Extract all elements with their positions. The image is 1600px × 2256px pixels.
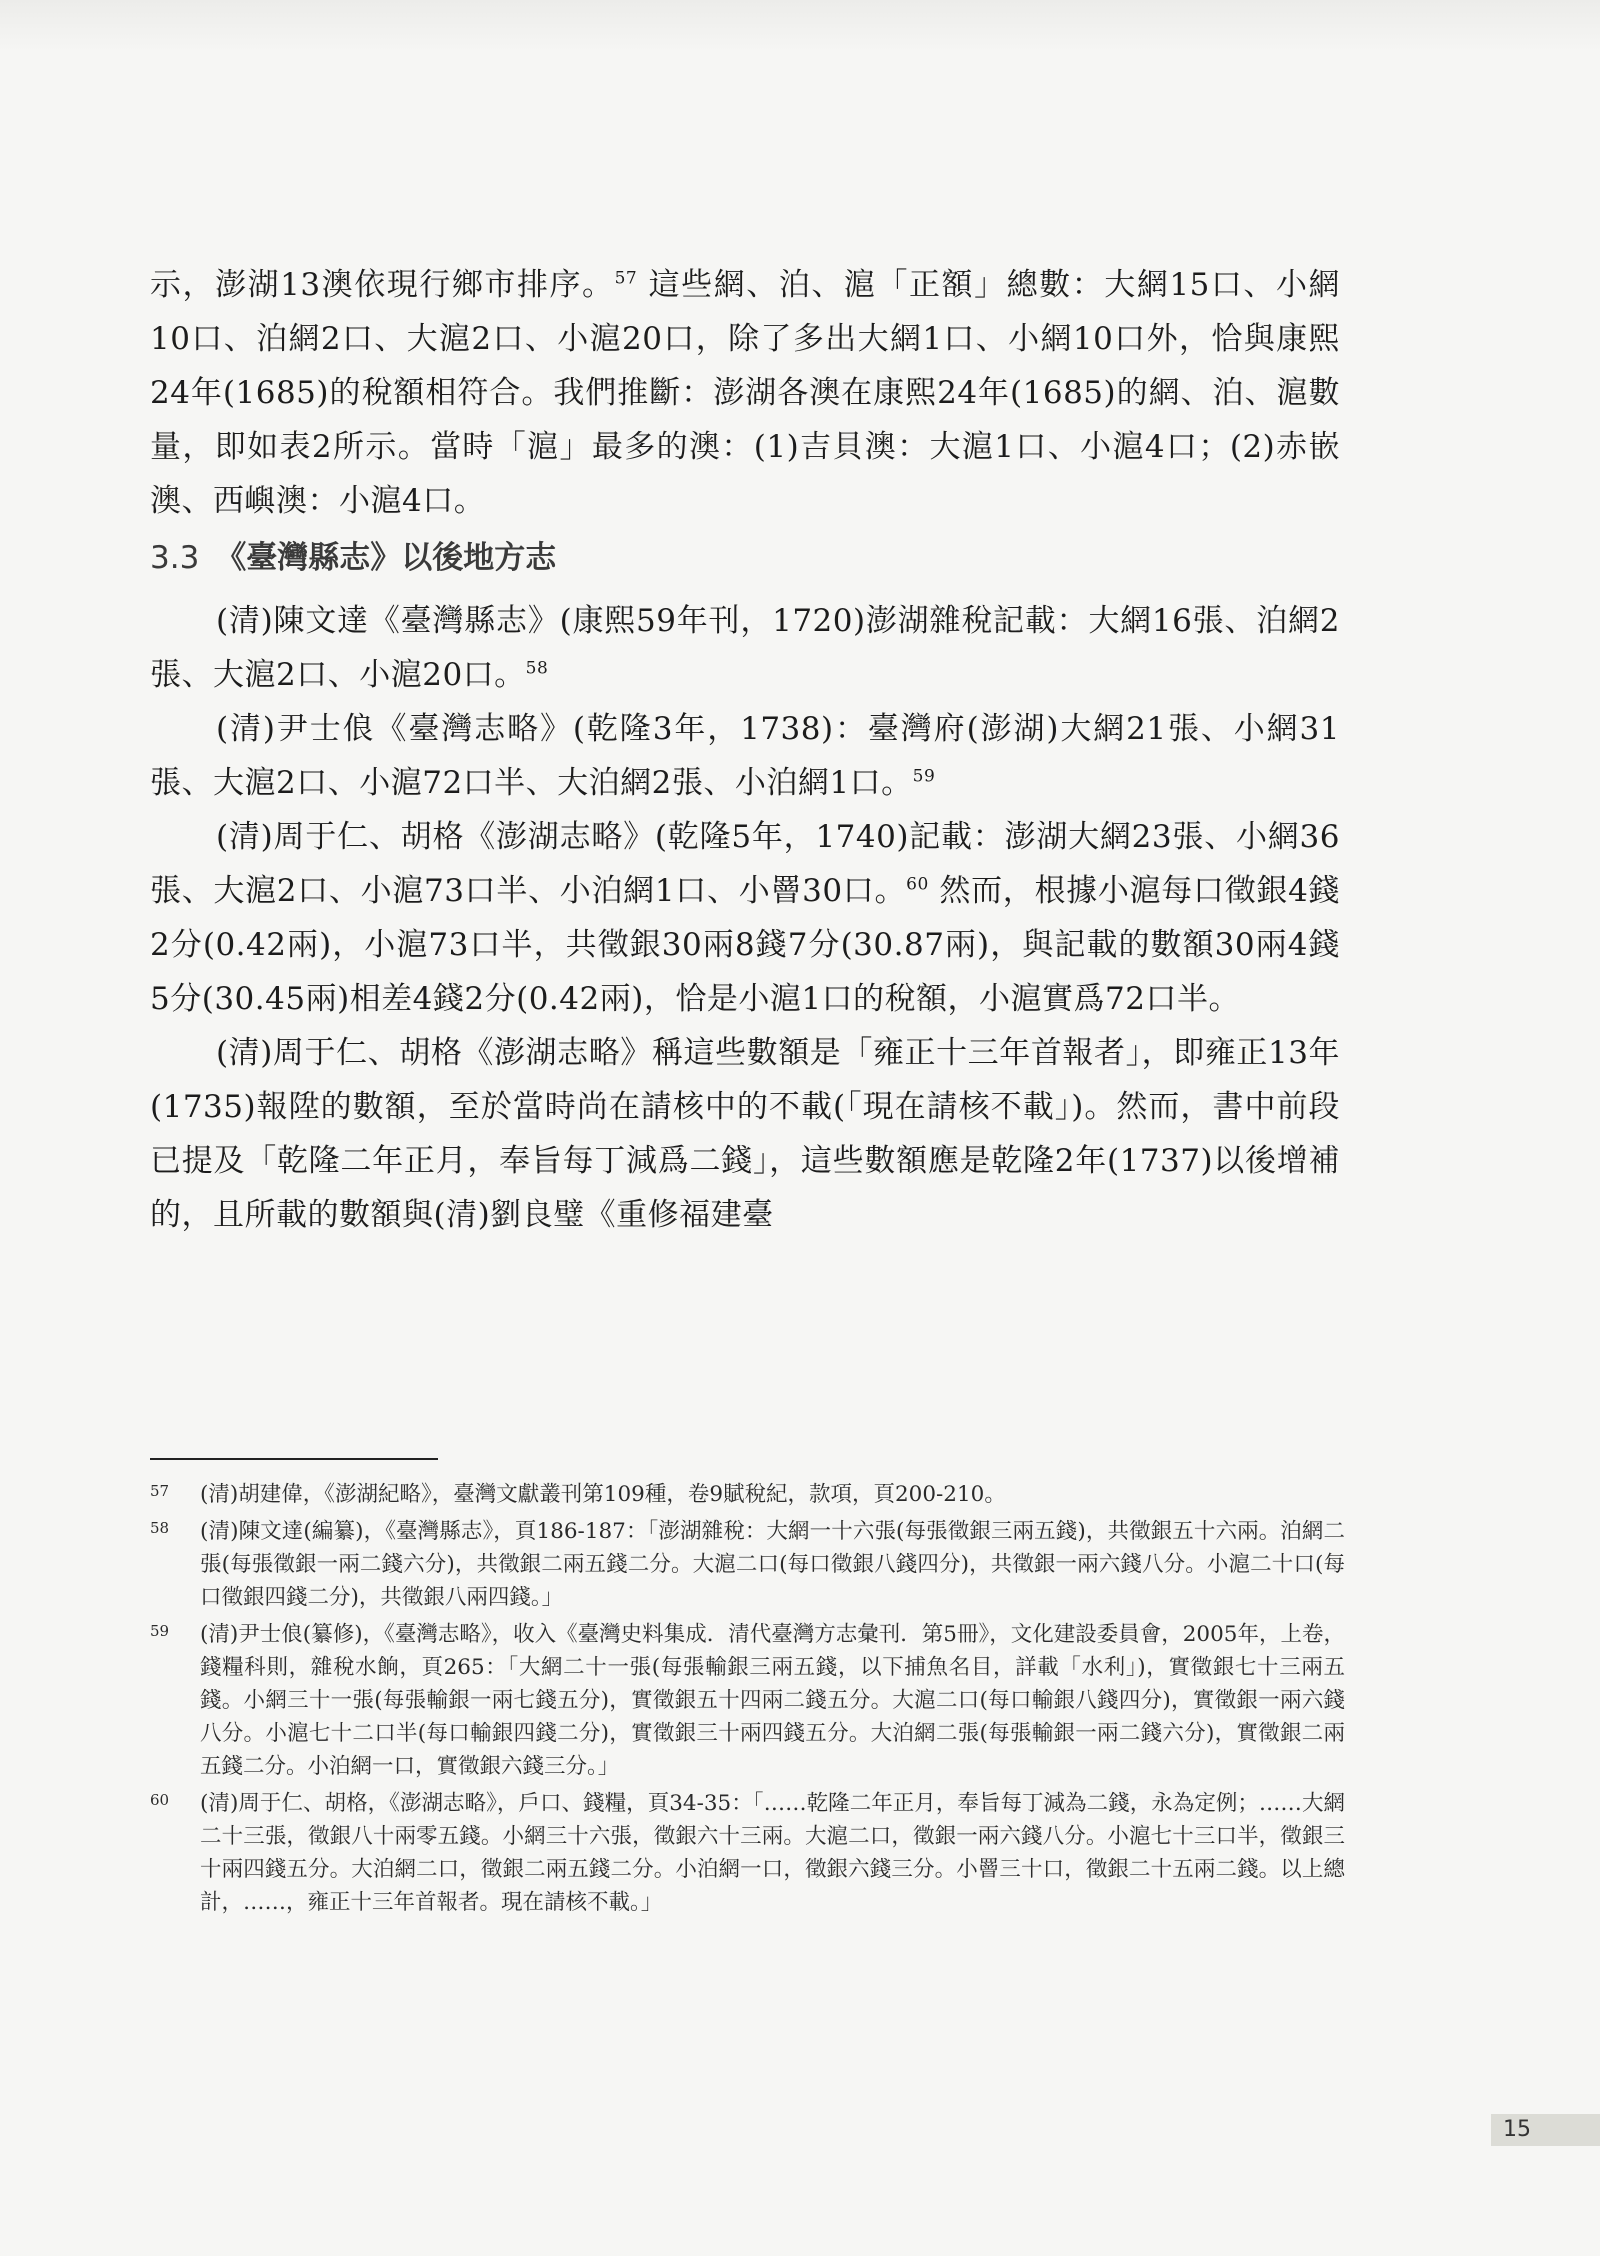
section-heading (150, 530, 1340, 586)
paragraph-4: (清)周于仁、胡格《澎湖志略》(乾隆5年，1740)記載：澎湖大網23張、小網36張、大滬2口、小滬73口半、小泊網1口、小罾30口。$^{60}$ 然而，根據小滬每口徵銀4錢2分(0.42兩)，小滬73口半，共徵銀30兩8錢7分(30.87兩)，與記載的數額30兩4錢5分(30.45兩)相差4錢2分(0.42兩)，恰是小滬1口的稅額，小滬實爲72口半。 (150, 819, 1341, 1017)
page-number: 15 (1491, 2114, 1600, 2146)
footnote-ref-59[interactable]: 59 (912, 766, 936, 787)
footnote-58 (150, 1515, 1345, 1614)
footnote-ref-58[interactable]: 58 (525, 658, 549, 679)
footnote-number: 60 (150, 1791, 170, 1809)
paragraph-5: (清)周于仁、胡格《澎湖志略》稱這些數額是「雍正十三年首報者」，即雍正13年(1735)報陞的數額，至於當時尚在請核中的不載(「現在請核不載」)。然而，書中前段已提及「乾隆二年正月，奉旨每丁減爲二錢」，這些數額應是乾隆2年(1737)以後增補的，且所載的數額與(清)劉良璧《重修福建臺 (150, 1035, 1340, 1233)
footnote-text: (清)尹士俍(纂修)，《臺灣志略》，收入《臺灣史料集成．清代臺灣方志彙刊．第5冊》，文化建設委員會，2005年，上卷，錢糧科則，雜稅水餉，頁265：「大網二十一張(每張輸銀三兩五錢，以下捕魚名目，詳載「水利」)，實徵銀七十三兩五錢。小網三十一張(每張輸銀一兩七錢五分)，實徵銀五十四兩二錢五分。大滬二口(每口輸銀八錢四分)，實徵銀一兩六錢八分。小滬七十二口半(每口輸銀四錢二分)，實徵銀三十兩四錢五分。大泊網二張(每張輸銀一兩二錢六分)，實徵銀二兩五錢二分。小泊網一口，實徵銀六錢三分。」 (200, 1622, 1345, 1779)
footnote-60 (150, 1787, 1345, 1919)
footnote-text: (清)胡建偉，《澎湖紀略》，臺灣文獻叢刊第109種，卷9賦稅紀，款項，頁200-210。 (200, 1482, 1006, 1507)
footnote-number: 59 (150, 1622, 170, 1640)
footnotes (150, 1478, 1345, 1923)
footnote-59 (150, 1618, 1345, 1783)
footnote-text: (清)陳文達(編纂)，《臺灣縣志》，頁186-187：「澎湖雜稅：大網一十六張(每張徵銀三兩五錢)，共徵銀五十六兩。泊網二張(每張徵銀一兩二錢六分)，共徵銀二兩五錢二分。大滬二口(每口徵銀八錢四分)，共徵銀一兩六錢八分。小滬二十口(每口徵銀四錢二分)，共徵銀八兩四錢。」 (200, 1519, 1345, 1610)
footnote-number: 58 (150, 1519, 170, 1537)
footnote-divider (150, 1458, 438, 1460)
paragraph-2: (清)陳文達《臺灣縣志》(康熙59年刊，1720)澎湖雜稅記載：大網16張、泊網2張、大滬2口、小滬20口。$^{58}$ (150, 603, 1340, 693)
paragraph-1: 示，澎湖13澳依現行鄉市排序。$^{57}$ 這些網、泊、滬「正額」總數：大網15口、小網10口、泊網2口、大滬2口、小滬20口，除了多出大網1口、小網10口外，恰與康熙24年(1685)的稅額相符合。我們推斷：澎湖各澳在康熙24年(1685)的網、泊、滬數量，即如表2所示。當時「滬」最多的澳：(1)吉貝澳：大滬1口、小滬4口；(2)赤嵌澳、西嶼澳：小滬4口。 (150, 267, 1340, 519)
section-number: 3.3 (150, 540, 200, 576)
footnote-text: (清)周于仁、胡格，《澎湖志略》，戶口、錢糧，頁34-35：「……乾隆二年正月，奉旨每丁減為二錢，永為定例；……大網二十三張，徵銀八十兩零五錢。小網三十六張，徵銀六十三兩。大滬二口，徵銀一兩六錢八分。小滬七十三口半，徵銀三十兩四錢五分。大泊網二口，徵銀二兩五錢二分。小泊網一口，徵銀六錢三分。小罾三十口，徵銀二十五兩二錢。以上總計，……，雍正十三年首報者。現在請核不載。」 (200, 1791, 1345, 1915)
page-body (150, 258, 1340, 1242)
page-top-band (0, 0, 1600, 52)
footnote-57 (150, 1478, 1345, 1511)
paragraph-3: (清)尹士俍《臺灣志略》(乾隆3年，1738)：臺灣府(澎湖)大網21張、小網31張、大滬2口、小滬72口半、大泊網2張、小泊網1口。$^{59}$ (150, 711, 1340, 801)
footnote-number: 57 (150, 1482, 170, 1500)
footnote-ref-60[interactable]: 60 (906, 874, 929, 895)
section-title: 《臺灣縣志》以後地方志 (215, 540, 557, 576)
footnote-ref-57[interactable]: 57 (614, 268, 638, 289)
